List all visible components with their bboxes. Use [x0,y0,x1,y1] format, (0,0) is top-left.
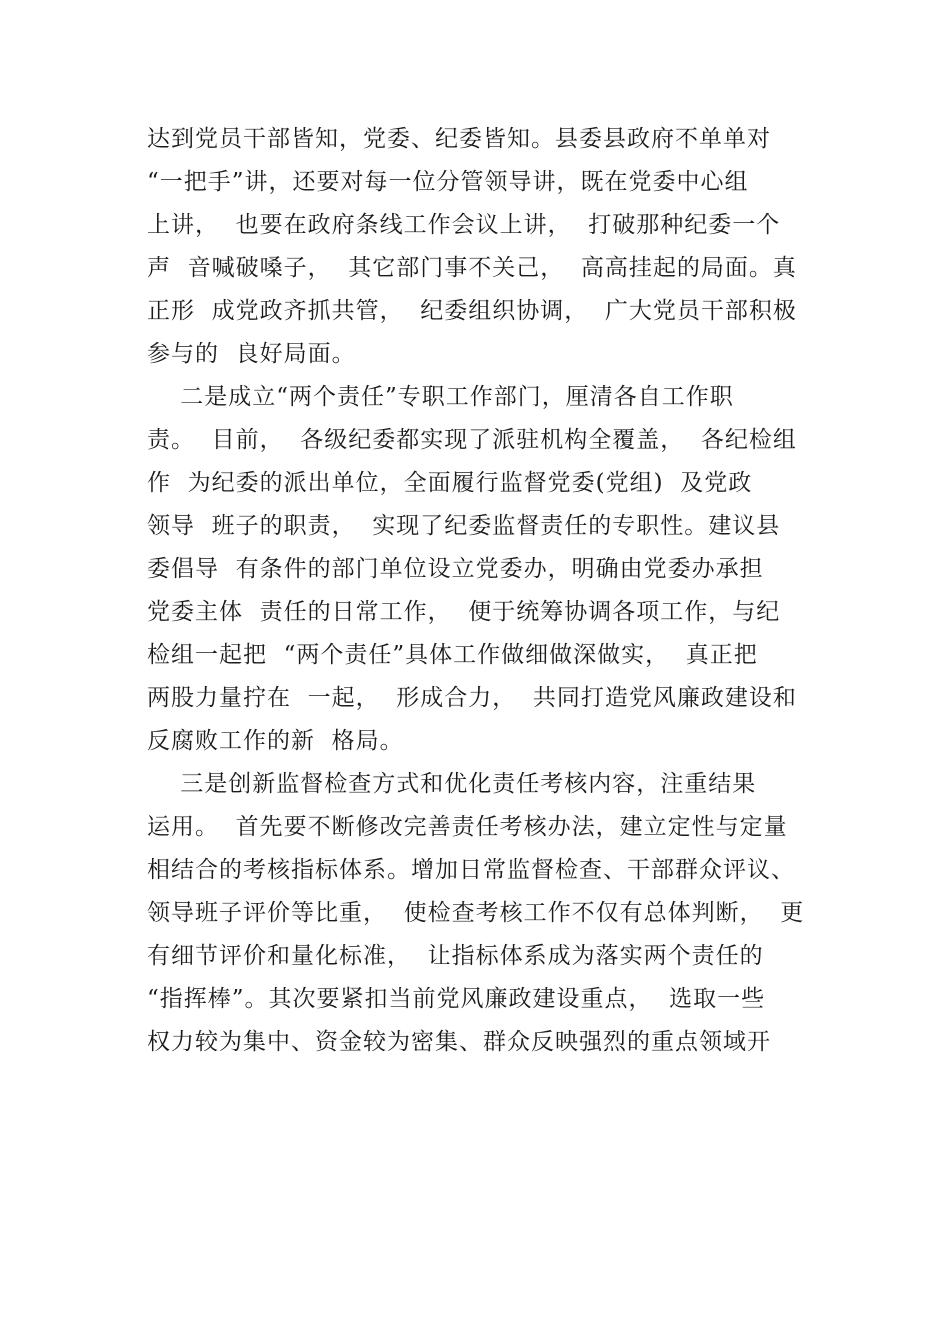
document-body [147,118,827,1064]
text-line: 作 为纪委的派出单位，全面履行监督党委(党组) 及党政 [147,470,753,496]
text-line: 检组一起把 “两个责任”具体工作做细做深做实， 真正把 [147,642,758,668]
text-line: 反腐败工作的新 格局。 [147,728,404,754]
paragraph-3 [147,763,827,1064]
text-line: 上讲， 也要在政府条线工作会议上讲， 打破那种纪委一个 [147,212,781,238]
text-line: 正形 成党政齐抓共管， 纪委组织协调， 广大党员干部积极 [147,298,797,324]
text-line: 有细节评价和量化标准， 让指标体系成为落实两个责任的 [147,943,764,969]
text-line: 两股力量拧在 一起， 形成合力， 共同打造党风廉政建设和 [147,685,797,711]
text-line: 权力较为集中、资金较为密集、群众反映强烈的重点领域开 [147,1029,771,1055]
text-line: 委倡导 有条件的部门单位设立党委办，明确由党委办承担 [147,556,764,582]
text-line: 二是成立“两个责任”专职工作部门，厘清各自工作职 [147,384,734,410]
text-line: 领导 班子的职责， 实现了纪委监督责任的专职性。建议县 [147,513,781,539]
text-line: 三是创新监督检查方式和优化责任考核内容，注重结果 [147,771,757,797]
paragraph-1 [147,118,827,376]
text-line: 运用。 首先要不断修改完善责任考核办法，建立定性与定量 [147,814,788,840]
text-line: 达到党员干部皆知，党委、纪委皆知。县委县政府不单单对 [147,126,771,152]
paragraph-2 [147,376,827,763]
text-line: 相结合的考核指标体系。增加日常监督检查、干部群众评议、 [147,857,795,883]
text-line: 领导班子评价等比重， 使检查考核工作不仅有总体判断， 更 [147,900,805,926]
text-line: 党委主体 责任的日常工作， 便于统筹协调各项工作，与纪 [147,599,781,625]
text-line: 责。 目前， 各级纪委都实现了派驻机构全覆盖， 各纪检组 [147,427,797,453]
text-line: 声 音喊破嗓子， 其它部门事不关己， 高高挂起的局面。真 [147,255,797,281]
text-line: “指挥棒”。其次要紧扣当前党风廉政建设重点， 选取一些 [147,986,766,1012]
text-line: “一把手”讲，还要对每一位分管领导讲，既在党委中心组 [147,169,749,195]
text-line: 参与的 良好局面。 [147,341,356,367]
